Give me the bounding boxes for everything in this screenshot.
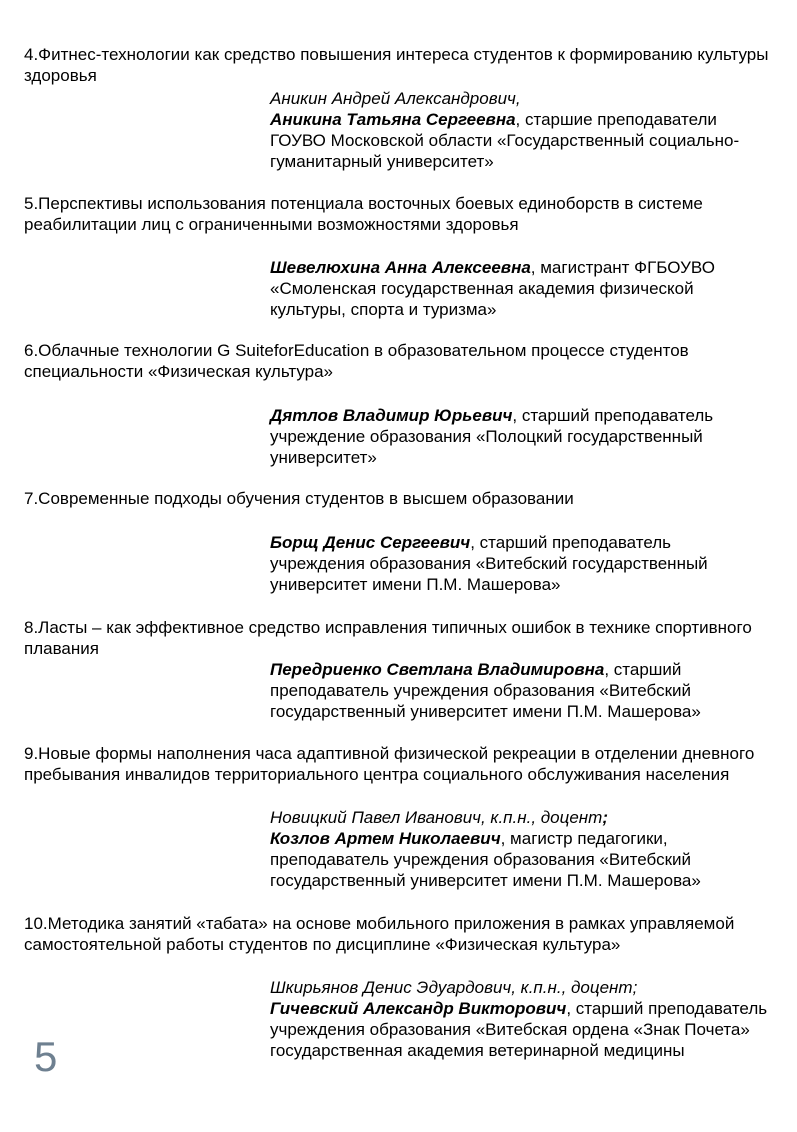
author-affiliation: Аникина Татьяна Сергеевна, старшие преподаватели ГОУВО Московской области «Государственный социально-гуманитарный университет» (270, 110, 740, 171)
author-name: Борщ Денис Сергеевич (270, 533, 471, 552)
entry-9-authors (270, 807, 770, 891)
author-name: Аникина Татьяна Сергеевна (270, 110, 516, 129)
entry-9 (24, 743, 784, 785)
author-name: Шевелюхина Анна Алексеевна (270, 258, 531, 277)
author-name: Аникин Андрей Александрович, (270, 89, 521, 108)
entry-title: 7.Современные подходы обучения студентов в высшем образовании (24, 489, 574, 508)
author-name: Новицкий Павел Иванович, к.п.н., доцент (270, 808, 603, 827)
entry-6-authors (270, 405, 770, 468)
entry-7-authors (270, 532, 770, 595)
entry-title: 4.Фитнес-технологии как средство повышения интереса студентов к формированию культуры здоровья (24, 45, 769, 85)
entry-5 (24, 193, 784, 235)
entry-10-authors (270, 977, 770, 1061)
author-affiliation: Гичевский Александр Викторович, старший преподаватель учреждения образования «Витебская ордена «Знак Почета» государственная академия ветеринарной медицины (270, 999, 768, 1060)
entry-7 (24, 488, 784, 509)
author-line: Новицкий Павел Иванович, к.п.н., доцент; (270, 808, 608, 827)
page-number: 5 (34, 1033, 58, 1080)
author-name: Гичевский Александр Викторович (270, 999, 567, 1018)
entry-6 (24, 340, 784, 382)
author-name: Передриенко Светлана Владимировна (270, 660, 605, 679)
author-affiliation: Козлов Артем Николаевич, магистр педагогики, преподаватель учреждения образования «Витебский государственный университет имени П.М. Машерова» (270, 829, 701, 890)
author-affiliation: Шевелюхина Анна Алексеевна, магистрант ФГБОУВО «Смоленская государственная академия физической культуры, спорта и туризма» (270, 258, 715, 319)
entry-5-authors (270, 257, 770, 320)
entry-title: 5.Перспективы использования потенциала восточных боевых единоборств в системе реабилитации лиц с ограниченными возможностями здоровья (24, 194, 703, 234)
author-name: Дятлов Владимир Юрьевич (270, 406, 513, 425)
entry-8-authors (270, 659, 770, 722)
entry-8 (24, 617, 784, 659)
entry-10 (24, 913, 784, 955)
entry-4 (24, 44, 784, 86)
entry-title: 8.Ласты – как эффективное средство исправления типичных ошибок в технике спортивного плавания (24, 618, 752, 658)
entry-title: 6.Облачные технологии G SuiteforEducation в образовательном процессе студентов специальности «Физическая культура» (24, 341, 689, 381)
author-affiliation: Дятлов Владимир Юрьевич, старший преподаватель учреждение образования «Полоцкий государственный университет» (270, 406, 714, 467)
entry-title: 9.Новые формы наполнения часа адаптивной физической рекреации в отделении дневного пребывания инвалидов территориального центра социального обслуживания населения (24, 744, 755, 784)
author-name: Шкирьянов Денис Эдуардович, к.п.н., доцент; (270, 978, 638, 997)
entry-title: 10.Методика занятий «табата» на основе мобильного приложения в рамках управляемой самостоятельной работы студентов по дисциплине «Физическая культура» (24, 914, 735, 954)
author-affiliation: Передриенко Светлана Владимировна, старший преподаватель учреждения образования «Витебский государственный университет имени П.М. Машерова» (270, 660, 701, 721)
author-affiliation: Борщ Денис Сергеевич, старший преподаватель учреждения образования «Витебский государственный университет имени П.М. Машерова» (270, 533, 708, 594)
entry-4-authors (270, 88, 770, 172)
author-name: Козлов Артем Николаевич (270, 829, 501, 848)
